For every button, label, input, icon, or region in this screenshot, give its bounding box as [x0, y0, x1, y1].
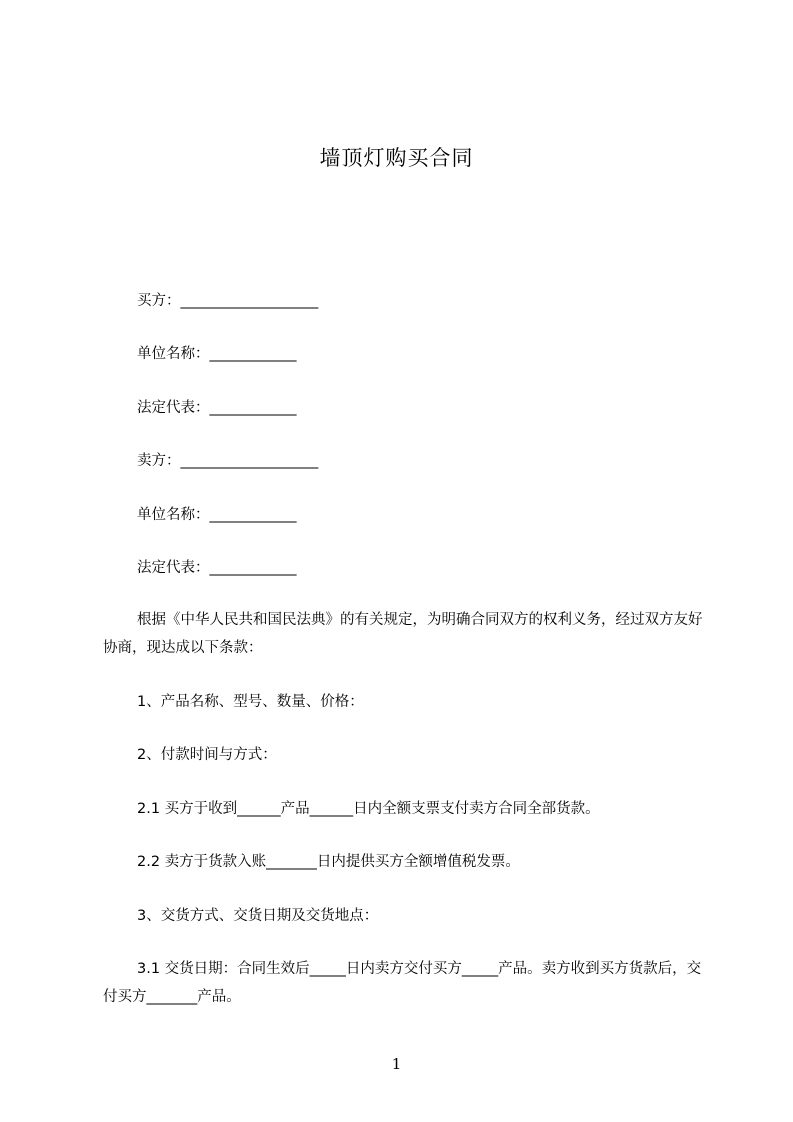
preamble-paragraph: 根据《中华人民共和国民法典》的有关规定，为明确合同双方的权利义务，经过双方友好协商，现达成以下条款： [103, 612, 703, 656]
clause-2: 2、付款时间与方式： [137, 747, 277, 763]
seller-unit-field: 单位名称：____________ [137, 507, 297, 523]
buyer-field: 买方：___________________ [137, 293, 319, 309]
document-title: 墙顶灯购买合同 [319, 146, 474, 170]
clause-3: 3、交货方式、交货日期及交货地点： [137, 908, 379, 924]
buyer-representative-field: 法定代表：____________ [137, 400, 297, 416]
clause-3-1-paragraph: 3.1 交货日期：合同生效后_____日内卖方交付买方_____产品。卖方收到买方货款后，交付买方_______产品。 [103, 961, 702, 1005]
seller-field: 卖方：___________________ [137, 453, 319, 469]
clause-1: 1、产品名称、型号、数量、价格： [137, 694, 364, 710]
buyer-unit-field: 单位名称：____________ [137, 346, 297, 362]
seller-representative-field: 法定代表：____________ [137, 560, 297, 576]
page-number: 1 [391, 1055, 402, 1073]
clause-2-1: 2.1 买方于收到______产品______日内全额支票支付卖方合同全部货款。 [137, 801, 600, 817]
clause-2-2: 2.2 卖方于货款入账_______日内提供买方全额增值税发票。 [137, 854, 520, 870]
